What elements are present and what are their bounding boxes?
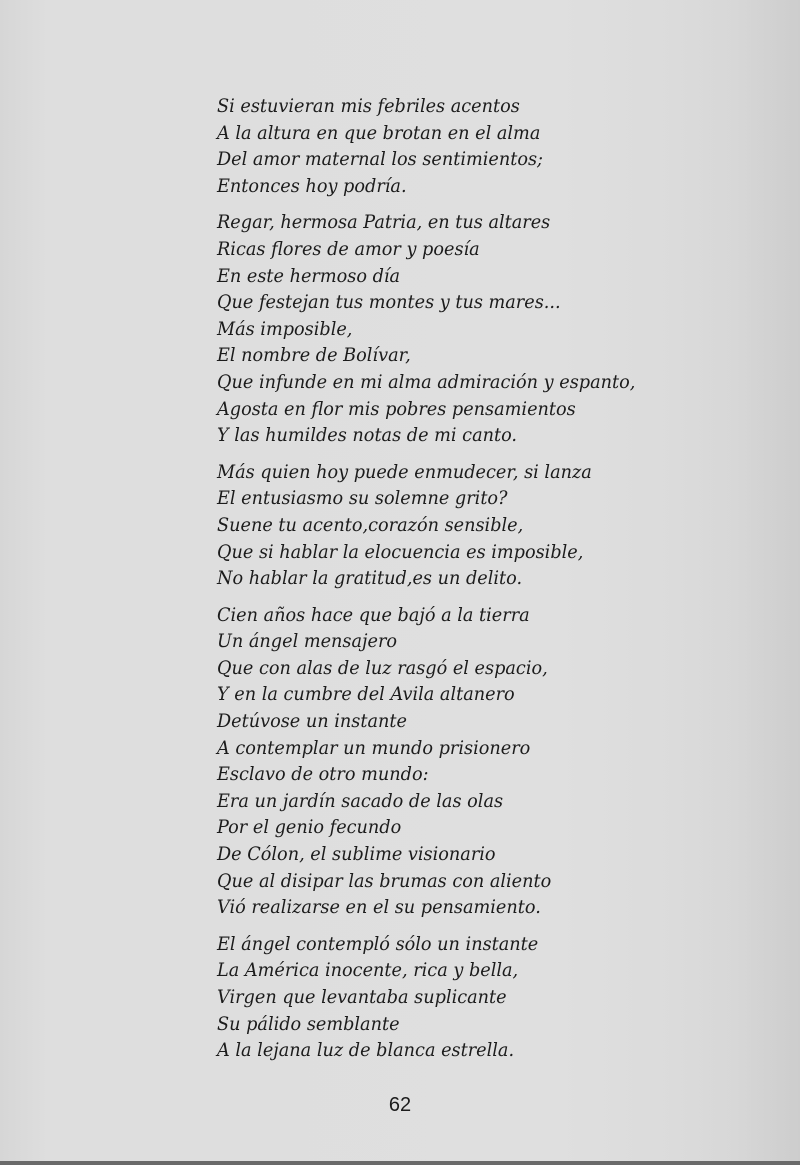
poem-line: Cien años hace que bajó a la tierra (217, 603, 530, 626)
poem-line: A la altura en que brotan en el alma (217, 121, 541, 144)
poem-line: Vió realizarse en el su pensamiento. (217, 896, 541, 919)
poem-line: Ricas flores de amor y poesía (217, 237, 480, 260)
poem-line: El entusiasmo su solemne grito? (217, 487, 508, 510)
stanza (217, 459, 738, 592)
poem-line: De Cólon, el sublime visionario (217, 843, 496, 866)
poem-line: Más imposible, (217, 317, 353, 340)
stanza (217, 602, 738, 921)
poem-line: Y en la cumbre del Avila altanero (217, 683, 515, 706)
poem-line: Si estuvieran mis febriles acentos (217, 95, 520, 117)
poem-line: Que al disipar las brumas con aliento (217, 869, 552, 892)
poem-line: Por el genio fecundo (217, 816, 402, 839)
poem-line: En este hermoso día (217, 264, 401, 287)
poem-line: No hablar la gratitud,es un delito. (217, 567, 523, 590)
poem-line: A contemplar un mundo prisionero (217, 736, 531, 759)
poem-line: Era un jardín sacado de las olas (217, 789, 504, 812)
poem-line: Entonces hoy podría. (217, 174, 407, 197)
stanza (217, 93, 738, 199)
poem-line: Que infunde en mi alma admiración y espanto, (217, 370, 636, 393)
page-number: 62 (388, 1094, 412, 1116)
poem-line: Un ángel mensajero (217, 630, 398, 653)
stanza (217, 931, 738, 1064)
poem-line: Y las humildes notas de mi canto. (217, 424, 518, 447)
poem-line: Que si hablar la elocuencia es imposible, (217, 540, 584, 563)
page-bottom-edge (0, 1161, 800, 1165)
poem-line: Detúvose un instante (217, 710, 407, 733)
poem-line: Virgen que levantaba suplicante (217, 986, 507, 1008)
poem-line: El nombre de Bolívar, (217, 344, 411, 367)
poem-line: Más quien hoy puede enmudecer, si lanza (217, 460, 592, 483)
stanza (217, 209, 738, 448)
poem-line: Que con alas de luz rasgó el espacio, (217, 656, 548, 679)
poem-line: Regar, hermosa Patria, en tus altares (217, 211, 551, 234)
poem-text (217, 93, 738, 1074)
poem-line: Suene tu acento,corazón sensible, (217, 513, 524, 536)
poem-line: La América inocente, rica y bella, (217, 959, 519, 982)
poem-line: Que festejan tus montes y tus mares... (217, 291, 561, 314)
poem-line: A la lejana luz de blanca estrella. (217, 1039, 515, 1062)
poem-line: El ángel contempló sólo un instante (217, 932, 539, 955)
poem-line: Del amor maternal los sentimientos; (217, 148, 544, 171)
poem-line: Esclavo de otro mundo: (217, 763, 429, 786)
poem-line: Agosta en flor mis pobres pensamientos (217, 397, 576, 420)
poem-line: Su pálido semblante (217, 1012, 400, 1035)
